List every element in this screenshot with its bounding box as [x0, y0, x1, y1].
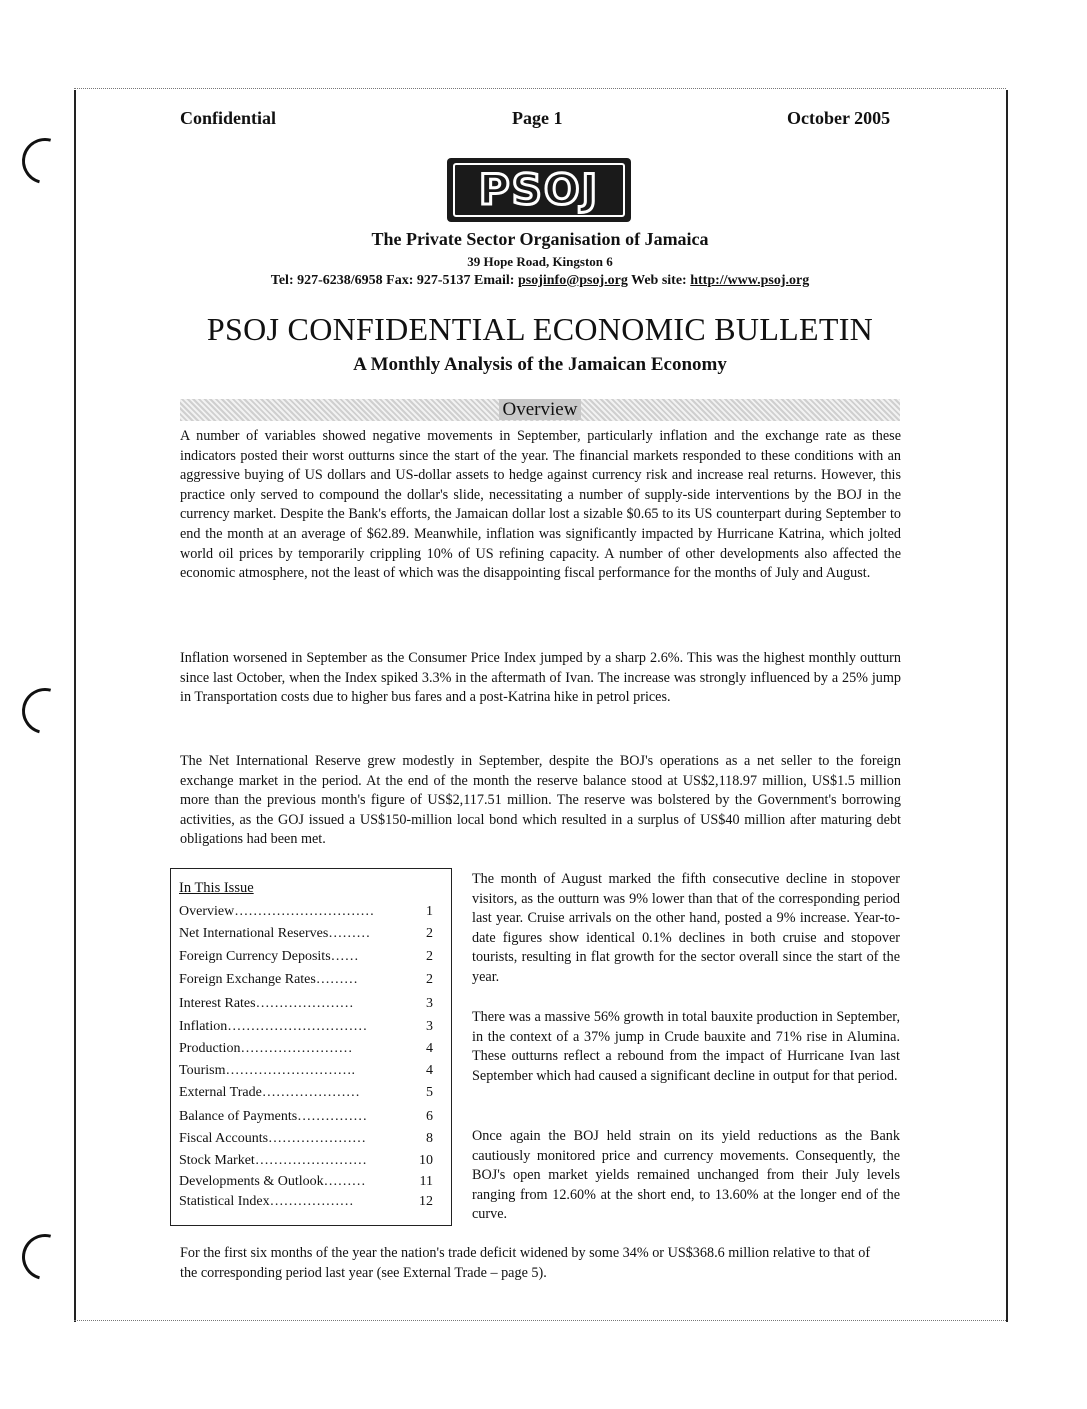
toc-item[interactable]	[179, 996, 443, 1018]
punch-hole-icon	[14, 680, 77, 743]
toc-item-page: 2	[426, 949, 433, 964]
toc-item-label: Statistical Index………………	[179, 1194, 354, 1209]
reserves-paragraph: The Net International Reserve grew modestly in September, despite the BOJ's operations as a net seller to the foreign exchange market in the period. At the end of the month the reserve balance stood at US$2,118.97 million, US$1.5 million more than the previous month's figure of US$2,117.51 million. The reserve was bolstered by the Government's borrowing activities, as the GOJ issued a US$150-million local bond which resulted in a surplus of US$40 million after maturing debt obligations had been met.	[180, 753, 901, 848]
toc-item[interactable]	[179, 1063, 443, 1085]
inflation-paragraph: Inflation worsened in September as the Consumer Price Index jumped by a sharp 2.6%. This was the highest monthly outturn since last October, when the Index spiked 3.3% in the aftermath of Ivan. The increase was strongly influenced by a 25% jump in Transportation costs due to higher bus fares and a post-Katrina hike in petrol prices.	[180, 650, 901, 706]
toc-item-label: Interest Rates…………………	[179, 996, 354, 1011]
overview-heading: Overview	[499, 399, 582, 420]
toc-item-page: 3	[426, 1019, 433, 1034]
toc-item-label: External Trade…………………	[179, 1085, 360, 1100]
toc-item-page: 11	[419, 1174, 433, 1189]
toc-item-label: Balance of Payments……………	[179, 1109, 368, 1124]
toc-item-page: 6	[426, 1109, 433, 1124]
toc-item[interactable]	[179, 1019, 443, 1041]
website-link[interactable]: http://www.psoj.org	[690, 273, 810, 288]
overview-paragraph: A number of variables showed negative movements in September, particularly inflation and the exchange rate as these indicators posted their worst outturns since the start of the year. The financial markets responded to these conditions with an aggressive buying of US dollars and US-dollar assets to hedge against currency risk and increase real returns. However, this practice only served to compound the dollar's slide, necessitating a number of supply-side interventions by the BOJ in the currency market. Despite the Bank's efforts, the Jamaican dollar lost a sizable $0.65 to its US counterpart during September to end the month at an average of $62.89. Meanwhile, inflation was significantly impacted by Hurricane Katrina, which jolted world oil prices by temporarily crippling 10% of US refining capacity. A number of other developments also affected the economic atmosphere, not the least of which was the disappointing fiscal performance for the months of July and August.	[180, 428, 901, 582]
header-date: October 2005	[787, 108, 891, 128]
toc-item-label: Foreign Exchange Rates………	[179, 972, 358, 987]
psoj-logo	[447, 158, 631, 222]
punch-hole-icon	[14, 1226, 77, 1289]
contact-prefix: Tel: 927-6238/6958 Fax: 927-5137 Email:	[270, 273, 518, 288]
org-address: 39 Hope Road, Kingston 6	[467, 254, 613, 269]
toc-item-label: Fiscal Accounts…………………	[179, 1131, 367, 1146]
overview-heading-wrap	[180, 399, 900, 421]
toc-item-page: 10	[419, 1153, 433, 1168]
toc-item-label: Developments & Outlook………	[179, 1174, 366, 1189]
toc-item[interactable]	[179, 1194, 443, 1216]
toc-item-page: 3	[426, 996, 433, 1011]
toc-item-label: Production……………………	[179, 1041, 353, 1056]
toc-item-page: 5	[426, 1085, 433, 1100]
header-page-number: Page 1	[512, 108, 563, 128]
email-link[interactable]: psojinfo@psoj.org	[517, 273, 628, 288]
overview-section-bar	[180, 399, 900, 421]
bulletin-title: PSOJ CONFIDENTIAL ECONOMIC BULLETIN	[206, 311, 874, 347]
toc-item-page: 4	[426, 1063, 433, 1078]
punch-hole-icon	[14, 130, 77, 193]
toc-item[interactable]	[179, 1174, 443, 1196]
toc-item-page: 4	[426, 1041, 433, 1056]
interest-rates-paragraph: Once again the BOJ held strain on its yield reductions as the Bank cautiously monitored price and currency movements. Consequently, the BOJ's open market yields remained unchanged from their July levels ranging from 12.60% at the short end, to 13.60% at the longer end of the curve.	[472, 1128, 900, 1223]
toc-item-page: 8	[426, 1131, 433, 1146]
trade-deficit-paragraph: For the first six months of the year the nation's trade deficit widened by some 34% or US$368.6 million relative to that of the corresponding period last year (see External Trade – page 5).	[180, 1245, 871, 1281]
toc-item-label: Tourism……………………….	[179, 1063, 355, 1078]
website-prefix: Web site:	[627, 273, 691, 288]
org-name: The Private Sector Organisation of Jamaica	[371, 229, 709, 249]
toc-item[interactable]	[179, 1109, 443, 1131]
tourism-paragraph: The month of August marked the fifth consecutive decline in stopover visitors, as the outturn was 9% lower than that of the corresponding period last year. Cruise arrivals on the other hand, posted a 9% increase. Year-to-date figures show identical 0.1% declines in both cruise and stopover tourists, resulting in flat growth for the sector overall since the start of the year.	[472, 871, 900, 985]
psoj-logo-text: PSOJ	[478, 165, 600, 214]
frame-bottom-line	[74, 1320, 1006, 1321]
frame-top-line	[74, 88, 1006, 89]
toc-item[interactable]	[179, 1085, 443, 1107]
psoj-logo-frame	[453, 163, 625, 217]
toc-item-label: Inflation…………………………	[179, 1019, 368, 1034]
header-confidential: Confidential	[180, 108, 277, 128]
toc-item[interactable]	[179, 1041, 443, 1063]
toc-item-label: Stock Market……………………	[179, 1153, 367, 1168]
toc-item-label: Overview…………………………	[179, 904, 375, 919]
toc-item[interactable]	[179, 949, 443, 971]
toc-item-page: 2	[426, 926, 433, 941]
toc-item[interactable]	[179, 926, 443, 948]
in-this-issue-box	[170, 868, 452, 1226]
toc-item[interactable]	[179, 972, 443, 994]
toc-item-page: 1	[426, 904, 433, 919]
bulletin-subtitle: A Monthly Analysis of the Jamaican Economy	[353, 354, 727, 375]
toc-item-page: 12	[419, 1194, 433, 1209]
toc-item-label: Foreign Currency Deposits……	[179, 949, 359, 964]
org-contact	[74, 273, 1006, 289]
toc-item[interactable]	[179, 1131, 443, 1153]
toc-item[interactable]	[179, 904, 443, 926]
toc-item-label: Net International Reserves………	[179, 926, 371, 941]
toc-item[interactable]	[179, 1153, 443, 1175]
toc-title: In This Issue	[179, 880, 254, 896]
production-paragraph: There was a massive 56% growth in total bauxite production in September, in the context of a 37% jump in Crude bauxite and 71% rise in Alumina. These outturns reflect a rebound from the impact of Hurricane Ivan last September which had caused a significant decline in output for that period.	[472, 1009, 900, 1084]
toc-item-page: 2	[426, 972, 433, 987]
